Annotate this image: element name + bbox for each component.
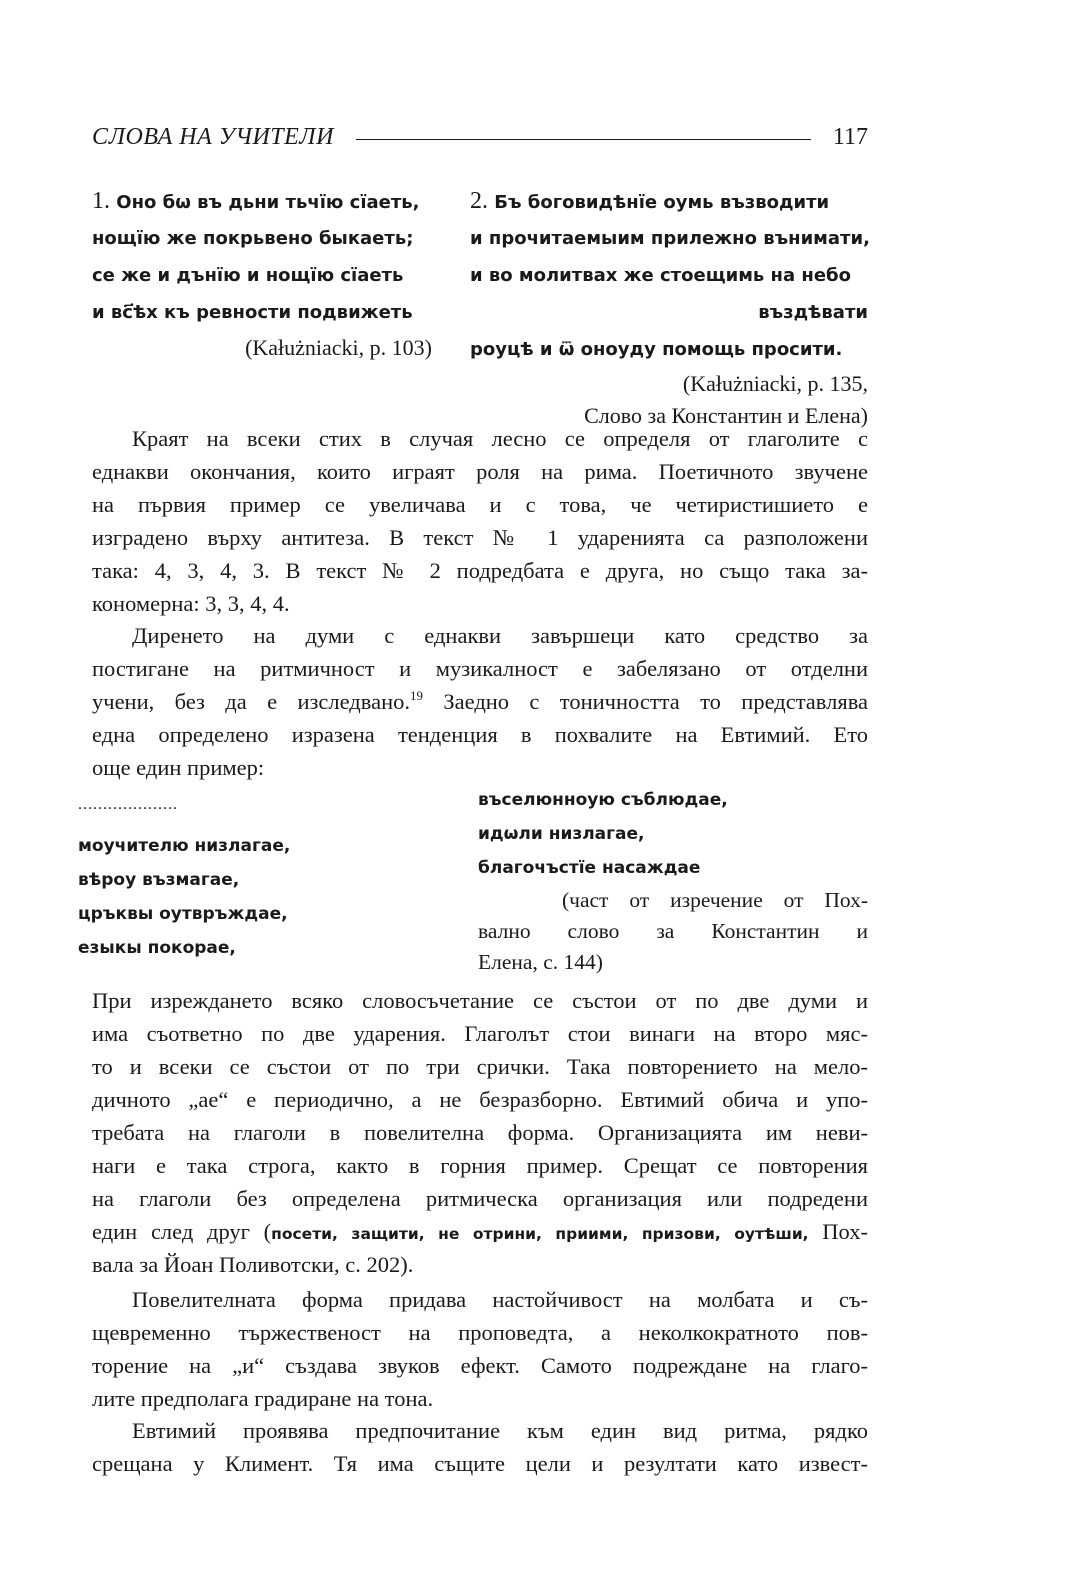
text-line: срещана у Климент. Тя има същите цели и резултати като извест- [92,1451,868,1476]
citation: Слово за Константин и Елена) [584,403,868,428]
text-line: Евтимий проявява предпочитание към един вид ритма, рядко [132,1418,868,1443]
text-line: кономерна: 3, 3, 4, 4. [92,591,290,616]
text-line: един след друг (посети, защити, не отрини, приими, призови, оутѣши, Пох- [92,1219,868,1244]
text-line: така: 4, 3, 4, 3. В текст № 2 подредбата е друга, но също така за- [92,558,868,583]
text-line: Елена, с. 144) [478,950,603,974]
footnote-marker: 19 [410,688,423,703]
citation: (Kałużniacki, p. 103) [245,335,432,360]
quote-number: 2. [470,188,488,214]
slavonic-verse-line: нощїю же покрьвено быкаеть; [92,228,414,249]
text-line: торение на „и“ създава звуков ефект. Самото подреждане на глаго- [92,1353,868,1378]
paragraph-5 [92,1414,868,1480]
header-title: СЛОВА НА УЧИТЕЛИ [92,123,334,150]
slavonic-verse-line: моучителю низлагае, [78,836,291,856]
slavonic-verse-line: и вс҃ѣх къ ревности подвижеть [92,302,413,323]
example1-right-quote [470,183,868,432]
slavonic-verse-line: въселюнноую съблюдае, [478,790,728,810]
text-line: еднакви окончания, които играят роля на рима. Поетичното звучене [92,459,868,484]
slavonic-verse-line: вѣроу възмагае, [78,870,240,890]
slavonic-verse-line: 1. Оно бѡ въ дьни тьчїю сїаеть, [92,188,420,214]
text-line: наги е така строга, както в горния пример. Срещат се повторения [92,1153,868,1178]
text-line: требата на глаголи в повелителна форма. Организацията им неви- [92,1120,868,1145]
slavonic-verse-line: цръквы оутвръждае, [78,904,288,924]
example2-left-quote [78,793,438,965]
text-line: При изреждането всяко словосъчетание се състои от по две думи и [92,988,868,1013]
slavonic-inline: посети, защити, не отрини, приими, призови, оутѣши, [271,1225,809,1243]
page-number: 117 [832,123,868,150]
text-line: Диренето на думи с еднакви завършеци като средство за [132,623,868,648]
text-line: Повелителната форма придава настойчивост на молбата и съ- [132,1287,868,1312]
text-line: лите предполага градиране на тона. [92,1386,434,1411]
slavonic-verse-line: и прочитаемыим прилежно вънимати, [470,228,870,249]
text-line: изградено върху антитеза. В текст № 1 ударенията са разположени [92,525,868,550]
example1-left-quote [92,183,432,365]
text-line: то и всеки се състои от по три срички. Така повторението на мело- [92,1054,868,1079]
text-line: има съответно по две ударения. Глаголът стои винаги на второ мяс- [92,1021,868,1046]
header-rule [356,139,811,140]
slavonic-verse-line: благочъстїе насаждае [478,858,701,878]
slavonic-verse-line: роуцѣ и ѿ оноуду помощь просити. [470,339,843,360]
slavonic-verse-line: 2. Бъ боговидѣнїе оумь възводити [470,188,830,214]
slavonic-verse-line: идѡли низлагае, [478,824,645,844]
ellipsis-dots: .................... [78,796,178,813]
paragraph-3 [92,984,868,1281]
paragraph-1 [92,422,868,620]
citation: (Kałużniacki, p. 135, [682,371,868,396]
text-line: (част от изречение от Пох- [562,888,868,912]
text-line: на глаголи без определена ритмическа организация или подредени [92,1186,868,1211]
text-line: постигане на ритмичност и музикалност е забелязано от отделни [92,656,868,681]
running-header [92,120,868,154]
text-line: вално слово за Константин и [478,919,868,943]
text-line: още един пример: [92,755,265,780]
example2-citation-note [478,885,868,978]
quote-number: 1. [92,188,110,214]
text-line: вала за Йоан Поливотски, с. 202). [92,1252,414,1277]
text-line: дичното „ае“ е периодично, а не безразборно. Евтимий обича и упо- [92,1087,868,1112]
text-line: една определено изразена тенденция в похвалите на Евтимий. Ето [92,722,868,747]
text-line: на първия пример се увеличава и с това, че четиристишието е [92,492,868,517]
slavonic-verse-line: въздѣвати [758,302,868,323]
slavonic-verse-line: езыкы покорае, [78,938,236,958]
text-line: учени, без да е изследвано.$^{19}$ Заедно с тоничността то представлява [92,688,869,714]
slavonic-verse-line: се же и дънїю и нощїю сїаеть [92,265,404,286]
paragraph-2 [92,619,868,784]
text-line: щевременно тържественост на проповедта, а неколкократното пов- [92,1320,868,1345]
text-line: Краят на всеки стих в случая лесно се определя от глаголите с [132,426,868,451]
paragraph-4 [92,1283,868,1415]
slavonic-verse-line: и во молитвах же стоещимь на небо [470,265,851,286]
example2-right-quote [478,783,868,978]
